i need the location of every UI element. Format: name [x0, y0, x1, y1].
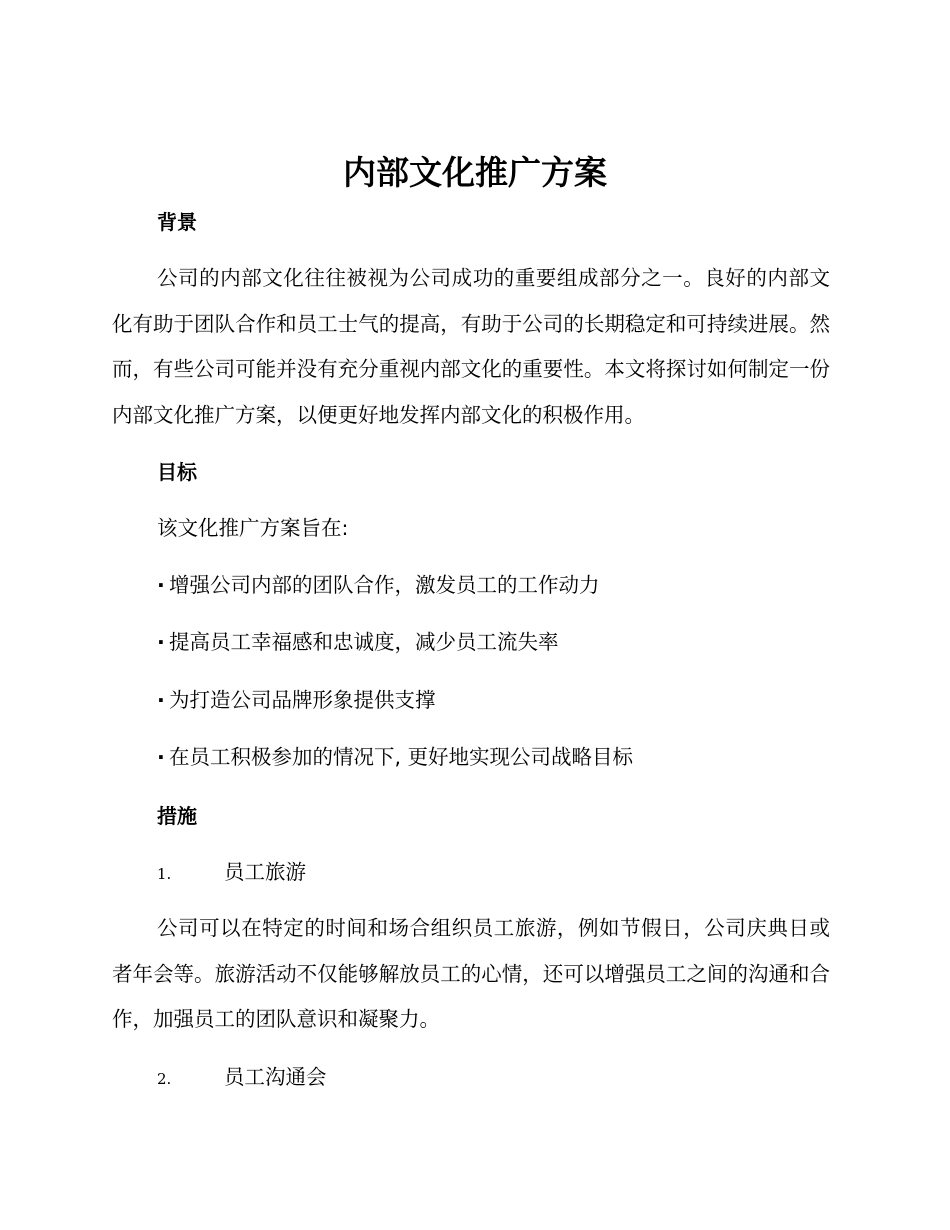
list-item-text: 增强公司内部的团队合作，激发员工的工作动力 [169, 573, 600, 597]
list-item [157, 628, 559, 656]
section-heading-measures: 措施 [157, 804, 197, 828]
section-heading-goals: 目标 [157, 460, 197, 484]
document-title: 内部文化推广方案 [343, 153, 607, 192]
bullet-icon: · [157, 745, 165, 769]
list-item [157, 571, 600, 599]
bullet-icon: · [157, 573, 165, 597]
bullet-icon: · [157, 688, 165, 712]
item-title: 员工旅游 [224, 860, 306, 884]
bullet-icon: · [157, 630, 165, 654]
list-item-text: 在员工积极参加的情况下, 更好地实现公司战略目标 [169, 745, 634, 769]
background-paragraph: 公司的内部文化往往被视为公司成功的重要组成部分之一。良好的内部文化有助于团队合作和员工士气的提高，有助于公司的长期稳定和可持续进展。然而，有些公司可能并没有充分重视内部文化的重要性。本文将探讨如何制定一份内部文化推广方案，以便更好地发挥内部文化的积极作用。 [112, 266, 830, 427]
section-heading-background: 背景 [157, 210, 197, 234]
list-item-text: 提高员工幸福感和忠诚度，减少员工流失率 [169, 630, 559, 654]
measure-paragraph: 公司可以在特定的时间和场合组织员工旅游，例如节假日，公司庆典日或者年会等。旅游活动不仅能够解放员工的心情，还可以增强员工之间的沟通和合作，加强员工的团队意识和凝聚力。 [112, 916, 830, 1031]
list-item-text: 为打造公司品牌形象提供支撑 [169, 688, 436, 712]
item-number: 1. [157, 865, 172, 883]
list-item [157, 743, 633, 771]
item-title: 员工沟通会 [224, 1065, 327, 1089]
numbered-item [157, 858, 306, 888]
list-item [157, 686, 436, 714]
item-number: 2. [157, 1070, 172, 1088]
goals-intro: 该文化推广方案旨在: [157, 516, 349, 540]
numbered-item [157, 1063, 327, 1093]
